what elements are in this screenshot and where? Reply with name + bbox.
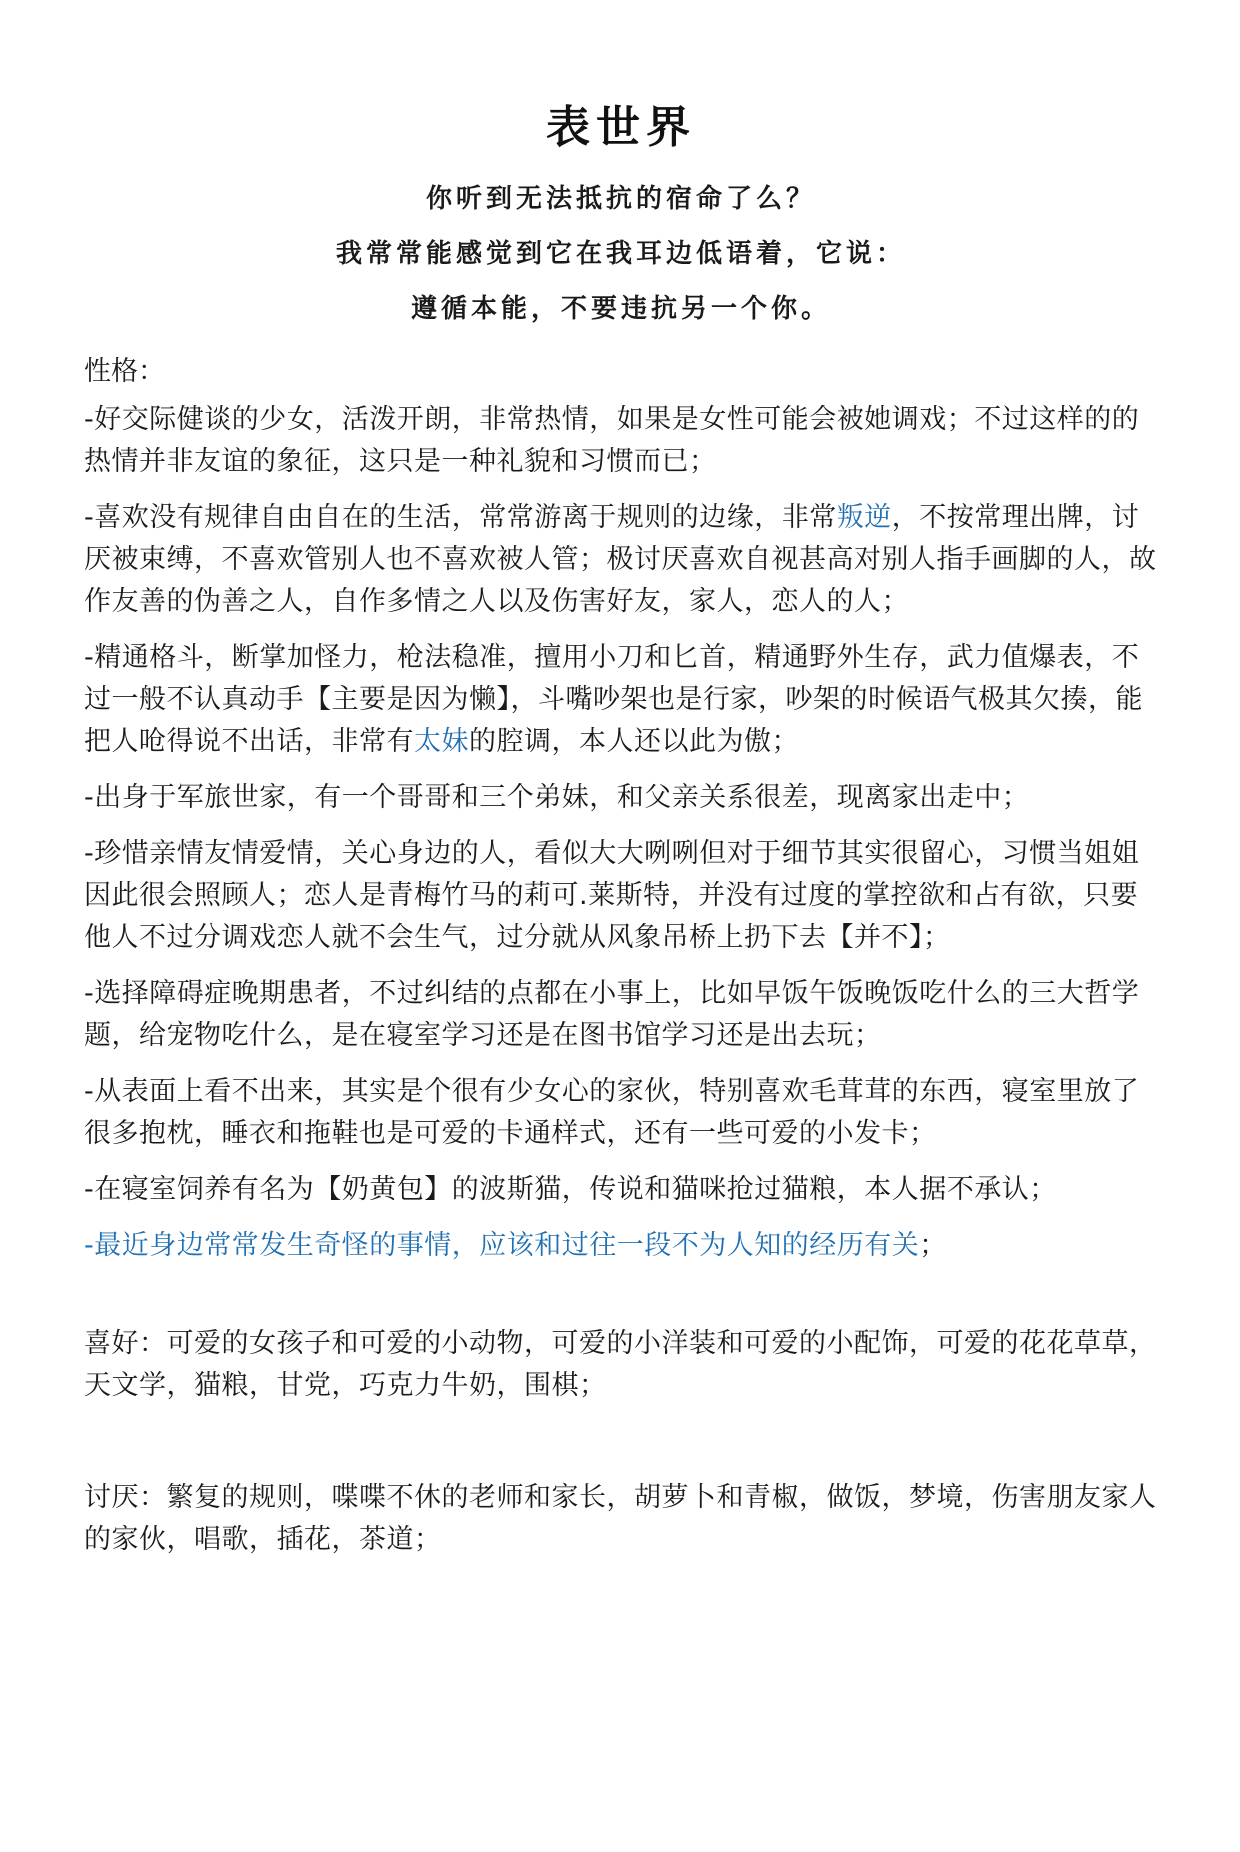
personality-item [84,1071,1158,1155]
highlight-sentence: -最近身边常常发生奇怪的事情，应该和过往一段不为人知的经历有关 [84,1230,920,1261]
dislikes-paragraph: 讨厌：繁复的规则，喋喋不休的老师和家长，胡萝卜和青椒，做饭，梦境，伤害朋友家人的家伙，唱歌，插花，茶道； [84,1482,1157,1555]
page-title: 表世界 [546,102,696,153]
item-text: ，不按常理出牌，讨厌被束缚，不喜欢管别人也不喜欢被人管；极讨厌喜欢自视甚高对别人指手画脚的人，故作友善的伪善之人，自作多情之人以及伤害好友，家人，恋人的人； [84,502,1157,617]
personality-item [84,1169,1158,1211]
item-text: -出身于军旅世家，有一个哥哥和三个弟妹，和父亲关系很差，现离家出走中； [84,782,1030,813]
highlight-keyword: 太妹 [414,726,469,757]
personality-item [84,497,1158,623]
personality-item-last [84,1225,1158,1267]
intro-line: 遵循本能，不要违抗另一个你。 [410,294,831,324]
intro-line: 我常常能感觉到它在我耳边低语着，它说： [335,239,906,269]
item-text: -从表面上看不出来，其实是个很有少女心的家伙，特别喜欢毛茸茸的东西，寝室里放了很多抱枕，睡衣和拖鞋也是可爱的卡通样式，还有一些可爱的小发卡； [84,1076,1140,1149]
personality-item [84,777,1158,819]
item-text: -在寝室饲养有名为【奶黄包】的波斯猫，传说和猫咪抢过猫粮，本人据不承认； [84,1174,1057,1205]
personality-list [84,399,1158,1267]
item-text: -选择障碍症晚期患者，不过纠结的点都在小事上，比如早饭午饭晚饭吃什么的三大哲学题，给宠物吃什么，是在寝室学习还是在图书馆学习还是出去玩； [84,978,1140,1051]
item-text: -喜欢没有规律自由自在的生活，常常游离于规则的边缘，非常 [84,502,837,533]
personality-label: 性格： [84,356,165,387]
personality-item [84,833,1158,959]
item-text: 的腔调，本人还以此为傲； [469,726,799,757]
intro-line: 你听到无法抵抗的宿命了么？ [425,184,816,214]
highlight-keyword: 叛逆 [836,502,892,533]
item-text: -精通格斗，断掌加怪力，枪法稳准，擅用小刀和匕首，精通野外生存，武力值爆表，不过一般不认真动手【主要是因为懒】，斗嘴吵架也是行家，吵架的时候语气极其欠揍，能把人呛得说不出话，非常有 [84,642,1143,757]
document-page [0,98,1240,1852]
personality-item [84,399,1158,483]
personality-item [84,973,1158,1057]
item-text: ； [919,1230,947,1261]
likes-paragraph: 喜好：可爱的女孩子和可爱的小动物，可爱的小洋装和可爱的小配饰，可爱的花花草草，天文学，猫粮，甘党，巧克力牛奶，围棋； [84,1328,1157,1401]
item-text: -珍惜亲情友情爱情，关心身边的人，看似大大咧咧但对于细节其实很留心，习惯当姐姐因此很会照顾人；恋人是青梅竹马的莉可.莱斯特，并没有过度的掌控欲和占有欲，只要他人不过分调戏恋人就不会生气，过分就从风象吊桥上扔下去【并不】； [84,838,1140,953]
intro-poem [84,172,1158,337]
personality-item [84,637,1158,763]
item-text: -好交际健谈的少女，活泼开朗，非常热情，如果是女性可能会被她调戏；不过这样的的热情并非友谊的象征，这只是一种礼貌和习惯而已； [84,404,1140,477]
